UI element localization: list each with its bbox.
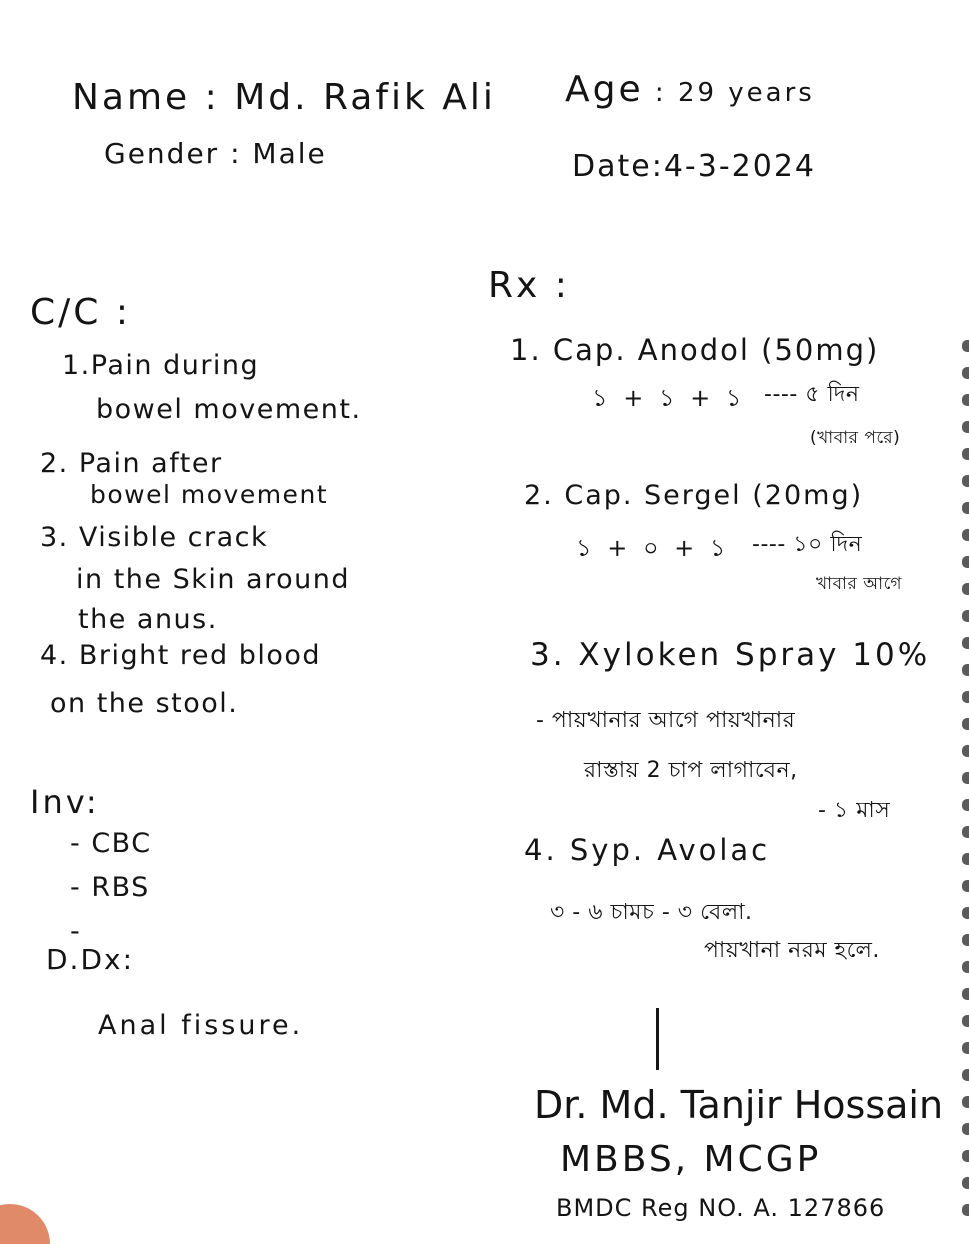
investigation-item: - (70, 916, 82, 947)
gender-label: Gender (104, 137, 220, 170)
complaint-line: in the Skin around (76, 564, 350, 595)
diagnosis-value: Anal fissure. (98, 1010, 304, 1041)
binding-hole (962, 610, 969, 622)
complaint-number: 3. (40, 522, 69, 553)
age-label: Age (565, 69, 644, 110)
binding-hole (962, 691, 969, 703)
binding-hole (962, 421, 969, 433)
age-value: 29 years (677, 78, 815, 108)
binding-hole (962, 745, 969, 757)
complaint-number: 1. (62, 350, 91, 381)
binding-hole (962, 1123, 969, 1135)
complaint-item-2 (40, 450, 223, 477)
complaints-heading: C/C : (30, 292, 131, 333)
complaint-line: Visible crack (78, 522, 269, 553)
complaint-line: Pain during (90, 350, 260, 381)
name-value: Md. Rafik Ali (234, 77, 496, 118)
binding-hole (962, 1069, 969, 1081)
binding-hole (962, 1204, 969, 1216)
date-row: Date:4-3-2024 (572, 149, 816, 184)
rx-item-instruction: রাস্তায় 2 চাপ লাগাবেন, (584, 758, 798, 783)
diagnosis-heading: D.Dx: (46, 943, 135, 976)
investigation-item: - CBC (70, 828, 152, 859)
rx-item-duration: ---- ১০ দিন (752, 532, 863, 557)
binding-hole (962, 475, 969, 487)
complaint-line: bowel movement. (96, 394, 362, 425)
rx-item-note: খাবার আগে (816, 574, 903, 594)
binding-hole (962, 340, 969, 352)
complaint-line: Bright red blood (78, 640, 322, 671)
rx-item-dose: ১ + ১ + ১ (592, 384, 746, 412)
doctor-name: Dr. Md. Tanjir Hossain (534, 1083, 944, 1127)
binding-hole (962, 367, 969, 379)
rx-heading: Rx : (488, 265, 570, 306)
rx-item-duration: - ১ মাস (818, 798, 891, 823)
rx-item-note: (খাবার পরে) (810, 428, 901, 448)
binding-hole (962, 502, 969, 514)
complaint-item-3 (40, 524, 268, 551)
complaint-number: 4. (40, 640, 69, 671)
binding-hole (962, 826, 969, 838)
binding-hole (962, 556, 969, 568)
gender-row: Gender : Male (104, 137, 327, 170)
binding-hole (962, 988, 969, 1000)
complaint-number: 2. (40, 448, 69, 479)
gender-value: Male (252, 137, 327, 170)
binding-hole (962, 934, 969, 946)
binding-hole (962, 583, 969, 595)
binding-hole (962, 1015, 969, 1027)
rx-item-note: পায়খানা নরম হলে. (704, 938, 880, 963)
rx-item-dose: ১ + ০ + ১ (576, 534, 730, 562)
binding-hole (962, 637, 969, 649)
rx-item-dose: ৩ - ৬ চামচ - ৩ বেলা. (550, 900, 753, 925)
binding-hole (962, 664, 969, 676)
binding-hole (962, 1150, 969, 1162)
binding-hole (962, 907, 969, 919)
investigations-heading: Inv: (30, 783, 100, 821)
date-label: Date (572, 149, 652, 184)
name-label: Name (72, 77, 191, 118)
pen-stroke (656, 1008, 659, 1070)
binding-hole (962, 448, 969, 460)
complaint-line: Pain after (78, 448, 223, 479)
binding-hole (962, 1042, 969, 1054)
complaint-line: bowel movement (90, 480, 329, 509)
binding-hole (962, 880, 969, 892)
doctor-degrees: MBBS, MCGP (560, 1139, 822, 1180)
complaint-item-1 (62, 352, 259, 379)
age-row: Age : 29 years (565, 69, 815, 110)
rx-item-instruction: - পায়খানার আগে পায়খানার (536, 708, 796, 733)
photo-corner-shape (0, 1204, 50, 1244)
binding-hole (962, 1177, 969, 1189)
binding-hole (962, 799, 969, 811)
rx-item-duration: ---- ৫ দিন (764, 382, 860, 407)
binding-hole (962, 718, 969, 730)
date-value: 4-3-2024 (663, 149, 816, 184)
binding-hole (962, 961, 969, 973)
binding-hole (962, 529, 969, 541)
rx-item-title: 1. Cap. Anodol (50mg) (510, 333, 880, 367)
complaint-line: on the stool. (50, 688, 239, 719)
complaint-item-4 (40, 642, 321, 669)
binding-hole (962, 394, 969, 406)
rx-item-title: 2. Cap. Sergel (20mg) (524, 480, 864, 511)
binding-hole (962, 1096, 969, 1108)
rx-item-title: 4. Syp. Avolac (524, 833, 771, 867)
spiral-binding (961, 340, 969, 1240)
complaint-line: the anus. (78, 604, 218, 635)
binding-hole (962, 772, 969, 784)
doctor-reg: BMDC Reg NO. A. 127866 (556, 1194, 886, 1222)
binding-hole (962, 853, 969, 865)
rx-item-title: 3. Xyloken Spray 10% (530, 637, 931, 673)
investigation-item: - RBS (70, 872, 150, 903)
name-row: Name : Md. Rafik Ali (72, 77, 496, 118)
